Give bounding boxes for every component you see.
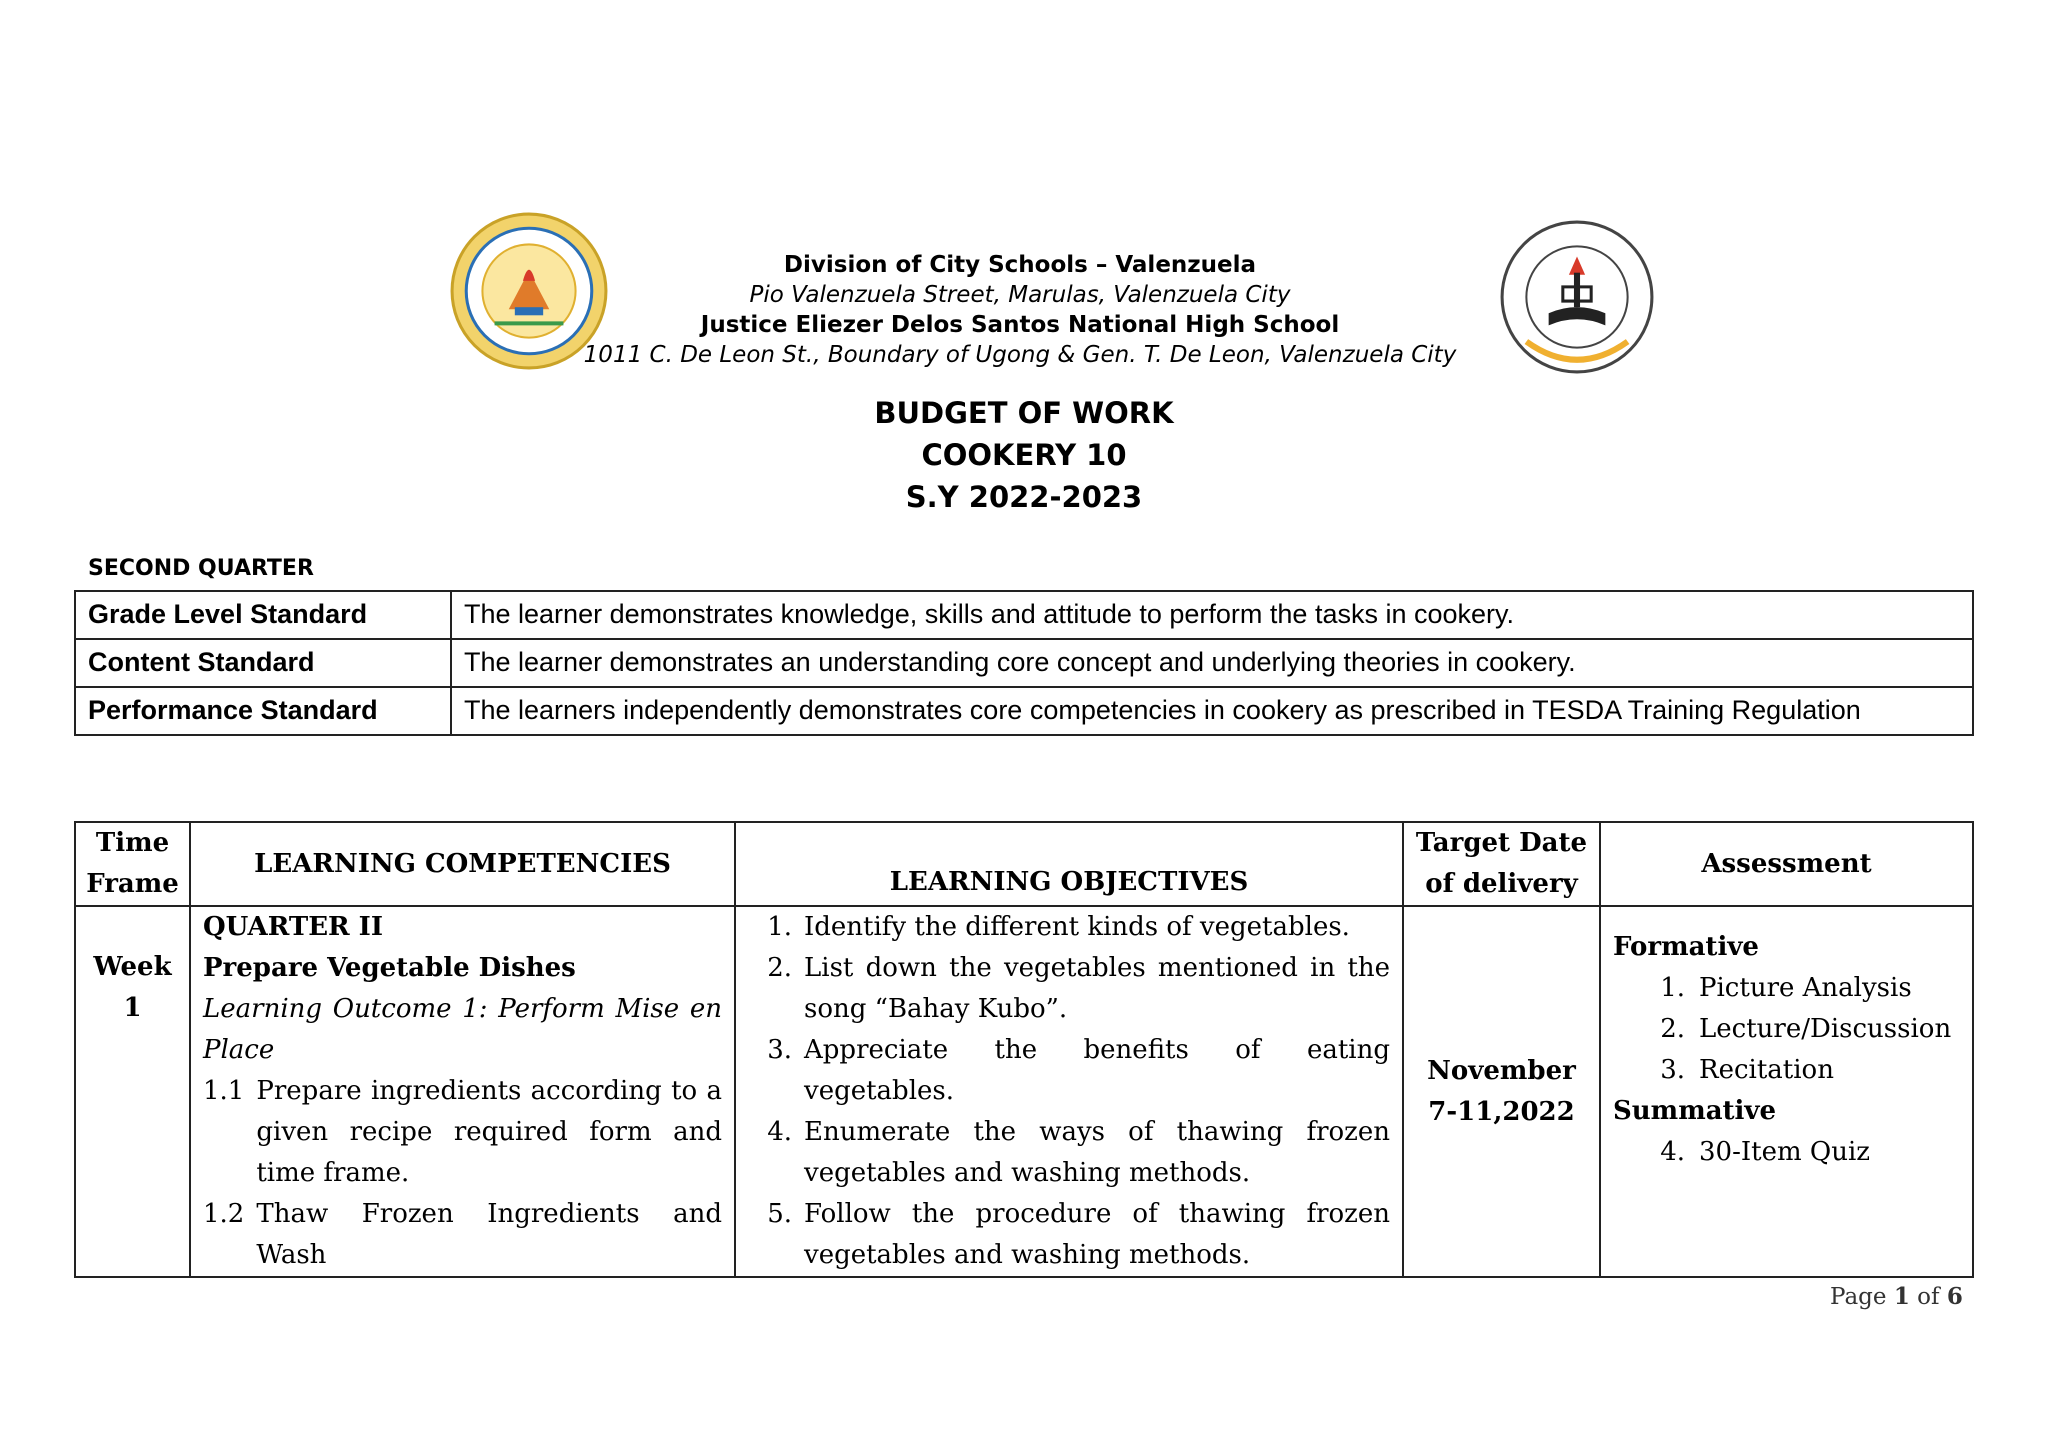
page-number: 1 (1893, 1283, 1910, 1310)
objectives-list (748, 907, 1390, 1276)
item-text: Picture Analysis (1699, 973, 1912, 1003)
list-item (748, 1194, 1390, 1276)
list-item (1613, 1132, 1960, 1173)
col-header-time-frame: Time Frame (75, 822, 190, 906)
budget-of-work-table (74, 821, 1974, 1278)
standards-table (74, 590, 1974, 736)
table-row (75, 906, 1973, 1277)
target-month: November (1427, 1055, 1576, 1086)
list-item (1613, 968, 1960, 1009)
standard-text: The learner demonstrates knowledge, skills and attitude to perform the tasks in cookery. (451, 591, 1973, 639)
item-number: 4. (767, 1117, 792, 1147)
item-number: 1. (767, 912, 792, 942)
item-text: Follow the procedure of thawing frozen vegetables and washing methods. (804, 1199, 1390, 1270)
col-header-objectives: LEARNING OBJECTIVES (735, 822, 1403, 906)
table-row (75, 639, 1973, 687)
standard-label: Grade Level Standard (75, 591, 451, 639)
standard-text: The learners independently demonstrates core competencies in cookery as prescribed in TESDA Training Regulation (451, 687, 1973, 735)
competency-item (203, 1194, 722, 1276)
item-text: 30-Item Quiz (1699, 1137, 1870, 1167)
title-line-3: S.Y 2022-2023 (905, 480, 1143, 514)
target-days: 7-11,2022 (1428, 1096, 1575, 1127)
division-name: Division of City Schools – Valenzuela (783, 252, 1257, 278)
target-date-cell (1403, 906, 1600, 1277)
item-text: Lecture/Discussion (1699, 1014, 1952, 1044)
item-number: 5. (767, 1199, 792, 1229)
item-number: 4. (1660, 1137, 1685, 1167)
item-number: 3. (767, 1035, 792, 1065)
week-label: Week (93, 952, 172, 982)
page-footer (1830, 1283, 1963, 1310)
list-item (1613, 1050, 1960, 1091)
competency-item (203, 1071, 722, 1194)
assessment-cell (1600, 906, 1973, 1277)
list-item (748, 1030, 1390, 1112)
list-item (748, 1112, 1390, 1194)
letterhead (560, 250, 1480, 370)
item-number: 2. (1660, 1014, 1685, 1044)
item-text: Identify the different kinds of vegetables. (804, 912, 1350, 942)
quarter-label: SECOND QUARTER (88, 556, 314, 581)
standard-text: The learner demonstrates an understanding core concept and underlying theories in cookery. (451, 639, 1973, 687)
week-number: 1 (123, 993, 142, 1023)
item-text: List down the vegetables mentioned in the song “Bahay Kubo”. (804, 953, 1390, 1024)
competencies-cell (190, 906, 735, 1277)
standard-label: Content Standard (75, 639, 451, 687)
school-name: Justice Eliezer Delos Santos National High School (700, 312, 1340, 338)
formative-label: Formative (1613, 932, 1759, 962)
title-line-1: BUDGET OF WORK (874, 396, 1174, 430)
table-row (75, 591, 1973, 639)
list-item (748, 907, 1390, 948)
item-number: 1.2 (203, 1199, 245, 1229)
item-number: 1.1 (203, 1076, 245, 1106)
summative-list (1613, 1132, 1960, 1173)
col-header-competencies: LEARNING COMPETENCIES (190, 822, 735, 906)
item-number: 3. (1660, 1055, 1685, 1085)
item-text: Enumerate the ways of thawing frozen vegetables and washing methods. (804, 1117, 1390, 1188)
learning-outcome: Learning Outcome 1: Perform Mise en Place (203, 994, 722, 1065)
division-address: Pio Valenzuela Street, Marulas, Valenzuela City (749, 282, 1291, 308)
item-text: Prepare ingredients according to a given recipe required form and time frame. (256, 1076, 722, 1188)
item-text: Appreciate the benefits of eating vegetables. (804, 1035, 1390, 1106)
col-header-target-date: Target Date of delivery (1403, 822, 1600, 906)
item-number: 1. (1660, 973, 1685, 1003)
formative-list (1613, 968, 1960, 1091)
time-frame-cell (75, 906, 190, 1277)
list-item (1613, 1009, 1960, 1050)
item-text: Recitation (1699, 1055, 1834, 1085)
total-pages: 6 (1946, 1283, 1963, 1310)
title-line-2: COOKERY 10 (921, 438, 1127, 472)
quarter-heading: QUARTER II (203, 912, 383, 942)
page-word: Page (1830, 1284, 1887, 1310)
table-row (75, 687, 1973, 735)
competency-title: Prepare Vegetable Dishes (203, 953, 576, 983)
school-address: 1011 C. De Leon St., Boundary of Ugong & Gen. T. De Leon, Valenzuela City (583, 342, 1457, 368)
summative-label: Summative (1613, 1096, 1777, 1126)
item-text: Thaw Frozen Ingredients and Wash (256, 1199, 722, 1270)
table-header-row (75, 822, 1973, 906)
of-word: of (1917, 1284, 1940, 1310)
list-item (748, 948, 1390, 1030)
document-title (0, 392, 2048, 518)
col-header-assessment: Assessment (1600, 822, 1973, 906)
standard-label: Performance Standard (75, 687, 451, 735)
division-seal-icon (1496, 216, 1658, 378)
item-number: 2. (767, 953, 792, 983)
objectives-cell (735, 906, 1403, 1277)
